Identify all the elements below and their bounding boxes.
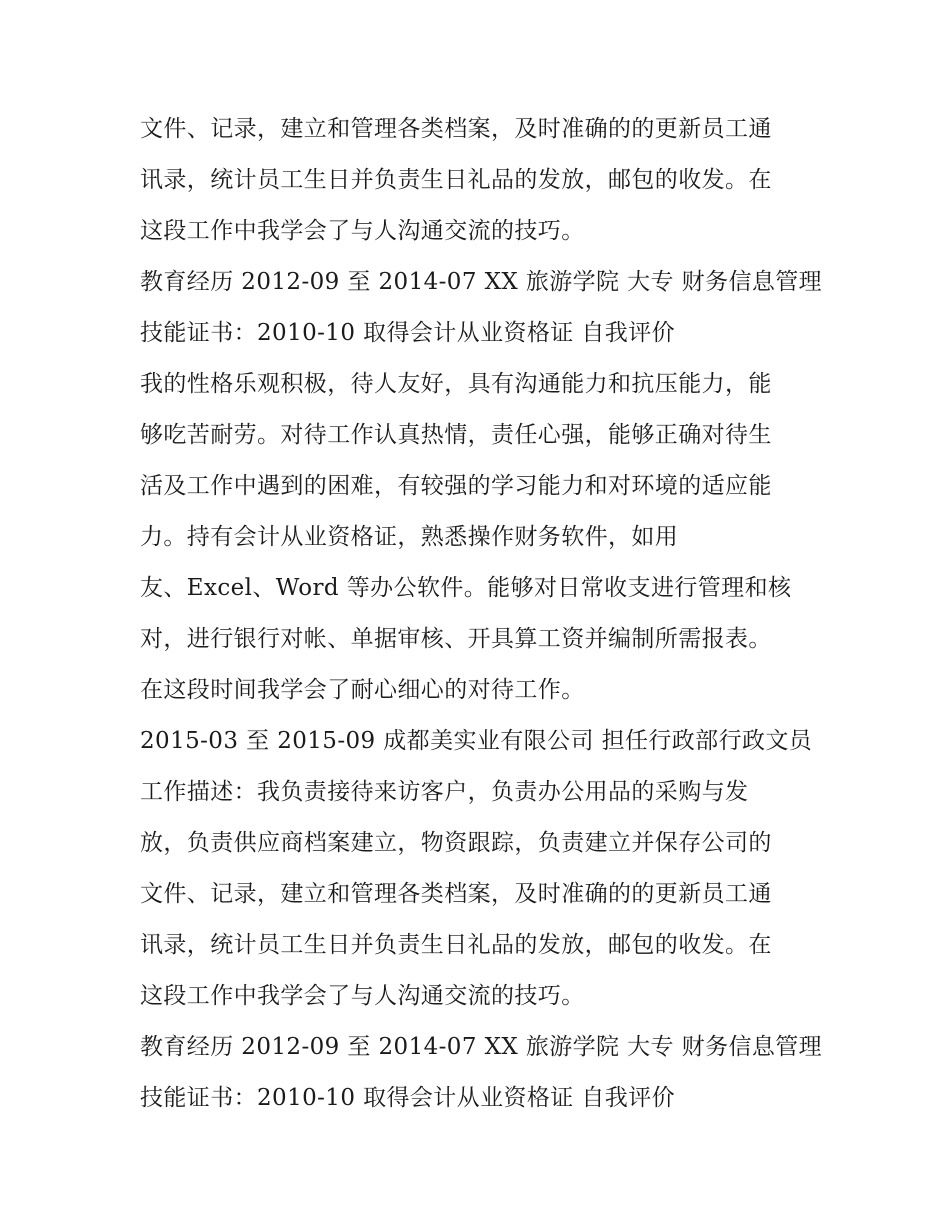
text-line: 这段工作中我学会了与人沟通交流的技巧。 — [140, 218, 585, 244]
text-line: 教育经历 2012-09 至 2014-07 XX 旅游学院 大专 财务信息管理 — [140, 1034, 823, 1060]
text-line: 这段工作中我学会了与人沟通交流的技巧。 — [140, 983, 585, 1009]
text-line: 技能证书：2010-10 取得会计从业资格证 自我评价 — [140, 1085, 675, 1111]
text-line: 活及工作中遇到的困难，有较强的学习能力和对环境的适应能 — [140, 473, 772, 499]
text-line: 2015-03 至 2015-09 成都美实业有限公司 担任行政部行政文员 — [140, 728, 813, 754]
text-line: 友、Excel、Word 等办公软件。能够对日常收支进行管理和核 — [140, 575, 792, 601]
text-line: 讯录，统计员工生日并负责生日礼品的发放，邮包的收发。在 — [140, 167, 772, 193]
text-line: 够吃苦耐劳。对待工作认真热情，责任心强，能够正确对待生 — [140, 422, 772, 448]
text-line: 文件、记录，建立和管理各类档案，及时准确的的更新员工通 — [140, 881, 772, 907]
text-line: 对，进行银行对帐、单据审核、开具算工资并编制所需报表。 — [140, 626, 772, 652]
document-body — [140, 104, 840, 1124]
text-line: 文件、记录，建立和管理各类档案，及时准确的的更新员工通 — [140, 116, 772, 142]
text-line: 我的性格乐观积极，待人友好，具有沟通能力和抗压能力，能 — [140, 371, 772, 397]
text-line: 放，负责供应商档案建立，物资跟踪，负责建立并保存公司的 — [140, 830, 772, 856]
text-line: 讯录，统计员工生日并负责生日礼品的发放，邮包的收发。在 — [140, 932, 772, 958]
text-line: 力。持有会计从业资格证，熟悉操作财务软件，如用 — [140, 524, 679, 550]
text-line: 技能证书：2010-10 取得会计从业资格证 自我评价 — [140, 320, 675, 346]
text-line: 教育经历 2012-09 至 2014-07 XX 旅游学院 大专 财务信息管理 — [140, 269, 823, 295]
text-line: 在这段时间我学会了耐心细心的对待工作。 — [140, 677, 585, 703]
text-line: 工作描述：我负责接待来访客户，负责办公用品的采购与发 — [140, 779, 749, 805]
